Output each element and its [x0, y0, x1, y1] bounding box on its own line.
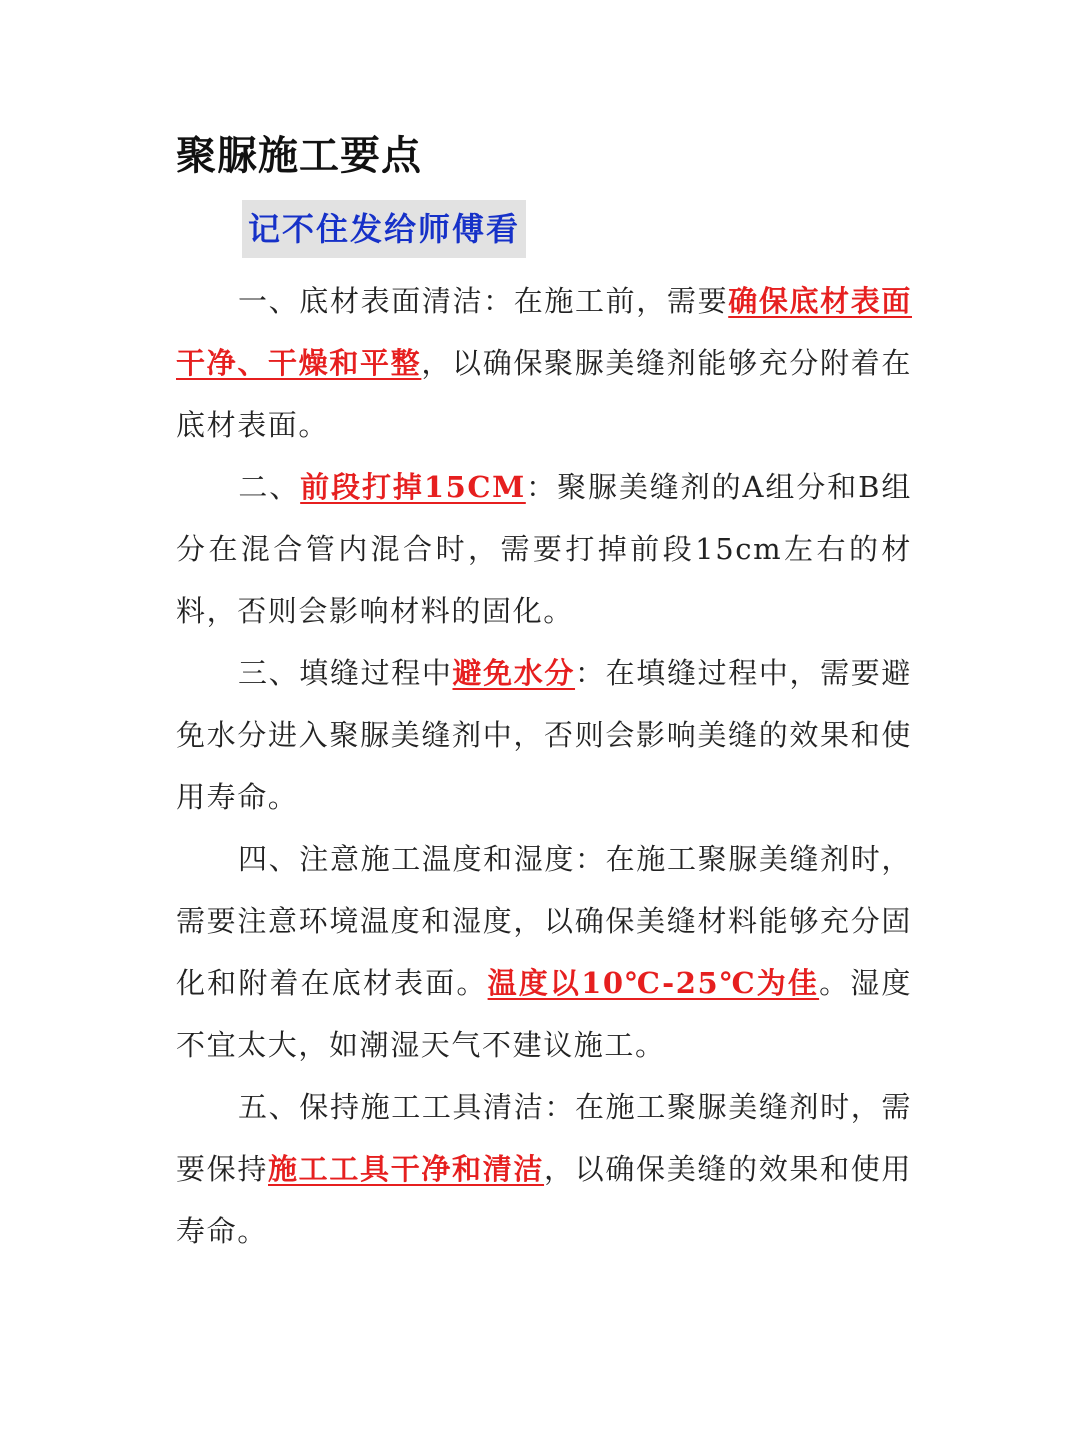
para-4-text-b: 。湿度不宜太大，如潮湿天气不建议施工。 [176, 966, 912, 1062]
para-3-highlight: 避免水分 [452, 656, 576, 690]
para-2-text-b: ：聚脲美缝剂的A组分和B组分在混合管内混合时，需要打掉前段15cm左右的材料，否则会影响材料的固化。 [176, 470, 913, 628]
paragraph-4 [176, 828, 912, 1076]
para-1-text-b: ，以确保聚脲美缝剂能够充分附着在底材表面。 [176, 346, 912, 442]
para-4-highlight: 温度以10℃-25℃为佳 [487, 966, 820, 1000]
paragraph-3 [176, 642, 912, 828]
paragraph-2 [176, 456, 912, 642]
paragraph-5 [176, 1076, 912, 1262]
para-2-text-a: 二、 [238, 470, 301, 504]
para-2-highlight: 前段打掉15CM [300, 470, 526, 504]
para-5-text-a: 五、保持施工工具清洁：在施工聚脲美缝剂时，需要保持 [176, 1090, 912, 1186]
subtitle-banner: 记不住发给师傅看 [242, 200, 526, 258]
para-5-text-b: ，以确保美缝的效果和使用寿命。 [176, 1152, 913, 1248]
para-3-text-b: ：在填缝过程中，需要避免水分进入聚脲美缝剂中，否则会影响美缝的效果和使用寿命。 [176, 656, 912, 814]
document [176, 126, 912, 1262]
para-1-text-a: 一、底材表面清洁：在施工前，需要 [238, 284, 729, 318]
para-4-text-a: 四、注意施工温度和湿度：在施工聚脲美缝剂时，需要注意环境温度和湿度，以确保美缝材料能够充分固化和附着在底材表面。 [176, 842, 912, 1000]
subtitle-row [242, 200, 912, 258]
para-1-highlight: 确保底材表面干净、干燥和平整 [176, 284, 912, 380]
para-3-text-a: 三、填缝过程中 [238, 656, 453, 690]
page-title: 聚脲施工要点 [176, 133, 422, 178]
paragraph-1 [176, 270, 912, 456]
para-5-highlight: 施工工具干净和清洁 [268, 1152, 545, 1186]
